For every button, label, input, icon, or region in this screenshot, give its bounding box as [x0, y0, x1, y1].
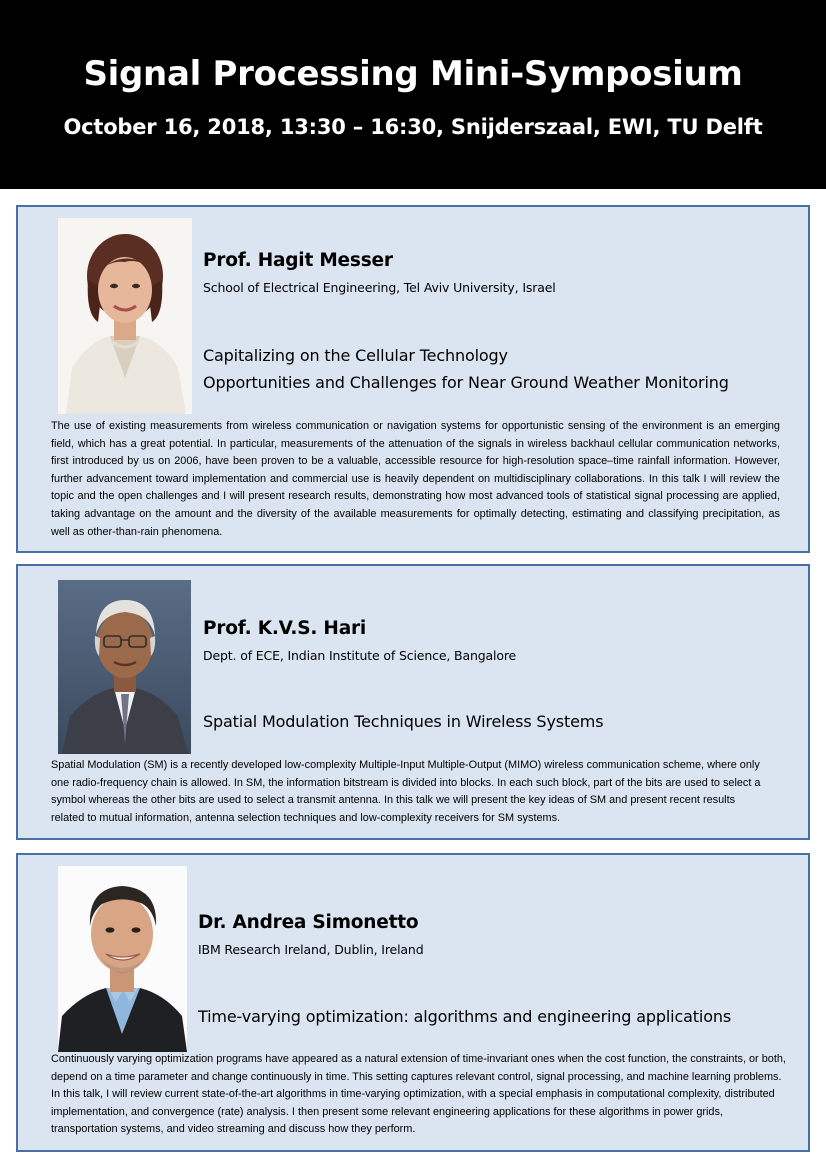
speaker-affiliation: Dept. of ECE, Indian Institute of Science, Bangalore: [203, 648, 517, 663]
event-details: October 16, 2018, 13:30 – 16:30, Snijderszaal, EWI, TU Delft: [63, 115, 763, 139]
talk-abstract: Continuously varying optimization programs have appeared as a natural extension of time-invariant ones when the cost function, the constraints, or both, depend on a time parameter and change continuously in time. This setting captures relevant control, signal processing, and machine learning problems. In this talk, I will review current state-of-the-art algorithms in time-varying optimization, with a special emphasis in computational complexity, distributed implementation, and convergence (rate) analysis. I then present some relevant engineering applications for these algorithms in power grids, transportation systems, and video streaming and discuss how they perform.: [51, 1053, 786, 1136]
speaker-photo-hari: [58, 580, 191, 754]
speaker-affiliation: School of Electrical Engineering, Tel Aviv University, Israel: [203, 280, 556, 295]
speaker-photo-simonetto: [58, 866, 187, 1052]
speaker-name: Prof. K.V.S. Hari: [203, 618, 367, 639]
speaker-card-hari: [16, 564, 810, 840]
speaker-name: Prof. Hagit Messer: [203, 250, 393, 271]
talk-title: [203, 708, 603, 735]
talk-title-line-2: Opportunities and Challenges for Near Ground Weather Monitoring: [203, 373, 729, 392]
talk-abstract: Spatial Modulation (SM) is a recently developed low-complexity Multiple-Input Multiple-Output (MIMO) wireless communication scheme, where only one radio-frequency chain is allowed. In SM, the information bitstream is divided into blocks. In each such block, part of the bits are used to select a symbol whereas the other bits are used to select a transmit antenna. In this talk we will present the key ideas of SM and present recent results related to mutual information, antenna selection techniques and low-complexity receivers for SM systems.: [51, 759, 761, 824]
talk-title-line-1: Time-varying optimization: algorithms and engineering applications: [198, 1007, 732, 1026]
speaker-card-messer: [16, 205, 810, 553]
talk-title: [203, 342, 729, 396]
talk-title-line-1: Capitalizing on the Cellular Technology: [203, 346, 508, 365]
page-title: Signal Processing Mini-Symposium: [83, 54, 743, 94]
talk-title-line-1: Spatial Modulation Techniques in Wireless Systems: [203, 712, 604, 731]
talk-title: [198, 1003, 731, 1030]
speaker-card-simonetto: [16, 853, 810, 1152]
header-banner: [0, 0, 826, 189]
speaker-photo-messer: [58, 218, 192, 414]
speaker-affiliation: IBM Research Ireland, Dublin, Ireland: [198, 942, 424, 957]
speaker-name: Dr. Andrea Simonetto: [198, 912, 419, 933]
talk-abstract: The use of existing measurements from wireless communication or navigation systems for opportunistic sensing of the environment is an emerging field, which has a great potential. In particular, measurements of the attenuation of the signals in wireless backhaul cellular communication networks, first introduced by us on 2006, have been proven to be a valuable, accessible resource for high-resolution space–time rainfall information. However, further advancement toward implementation and commercial use is heavily dependent on multidisciplinary collaborations. In this talk I will review the topic and the open challenges and I will present research results, demonstrating how most advanced tools of statistical signal processing are applied, taking advantage on the amount and the diversity of the available measurements for optimally detecting, estimating and classifying precipitation, as well as other-than-rain phenomena.: [51, 420, 780, 538]
